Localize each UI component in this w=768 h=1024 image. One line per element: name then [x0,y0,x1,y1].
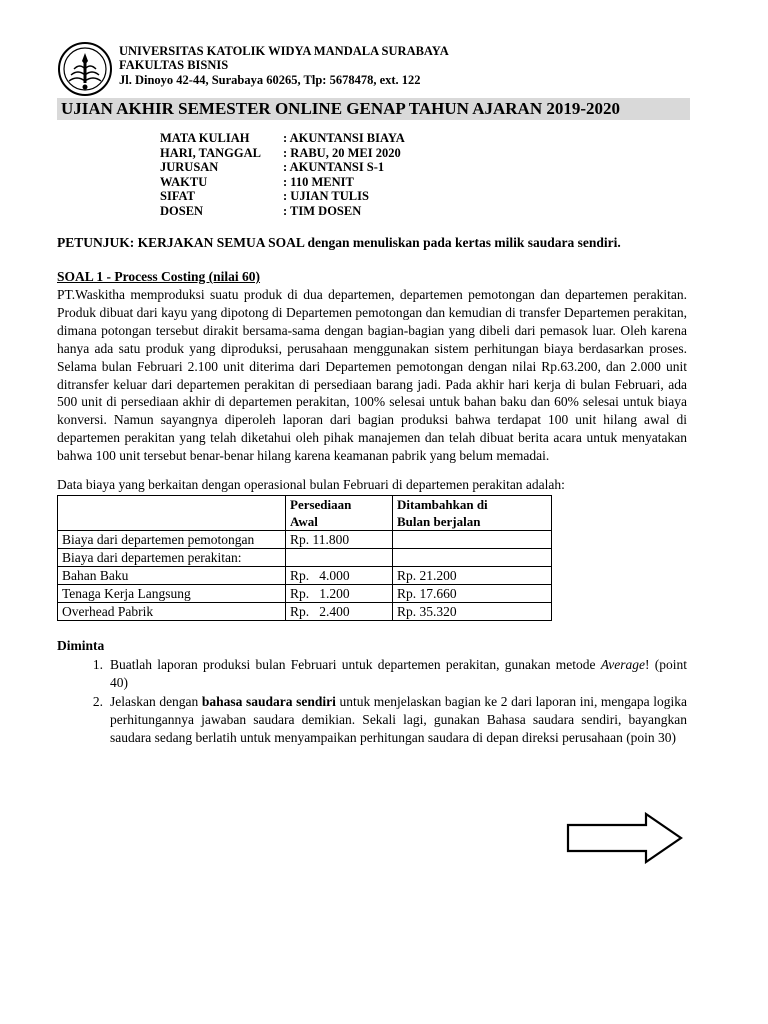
row-ditambahkan [393,531,552,549]
row-awal: Rp. 2.400 [286,603,393,621]
item-number: 2. [92,693,103,709]
header-text: Bulan berjalan [397,514,481,529]
table-row [58,585,552,603]
header-text: Ditambahkan di [397,497,488,512]
info-row [160,189,405,204]
row-awal: Rp. 11.800 [286,531,393,549]
item-text [110,693,687,747]
table-header-ditambahkan [393,496,552,531]
university-name: UNIVERSITAS KATOLIK WIDYA MANDALA SURABAYA [119,44,449,58]
table-intro: Data biaya yang berkaitan dengan operasional bulan Februari di departemen perakitan adalah: [57,477,565,492]
text-segment: Jelaskan dengan [110,693,202,709]
info-label: JURUSAN [160,160,219,175]
item-text [110,656,687,692]
question-1-text: PT.Waskitha memproduksi suatu produk di dua departemen, departemen pemotongan dan departemen perakitan. Produk dibuat dari kayu yang dipotong di Departemen pemotongan dan kemudian di transfer Departemen perakitan, dimana potongan tersebut dirakit bersama-sama dengan bagian-bagian yang dibeli dari pemasok luar. Oleh karena hanya ada satu produk yang diproduksi, perusahaan menggunakan sistem perhitungan biaya berdasarkan proses. Selama bulan Februari 2.100 unit diterima dari Departemen pemotongan dengan nilai Rp.63.200, dan 2.000 unit ditransfer keluar dari departemen perakitan di persediaan barang jadi. Pada akhir hari kerja di bulan Februari, ada 500 unit di persediaan akhir di departemen perakitan, 100% selesai untuk bahan baku dan 60% selesai untuk biaya konversi. Namun sayangnya diperoleh laporan dari bagian produksi bahwa terdapat 100 unit hilang awal di departemen perakitan yang telah diketahui oleh pihak manajemen dan telah dibuat berita acara untuk menyatakan bahwa 100 unit tersebut benar-benar hilang karena keamanan pabrik yang belum memadai. [57,287,687,464]
info-value: : AKUNTANSI BIAYA [283,131,405,145]
info-label: MATA KULIAH [160,131,250,145]
info-row [160,175,405,190]
cost-table [57,495,552,621]
table-header-row [58,496,552,531]
text-bold: bahasa saudara sendiri [201,693,336,709]
university-header [119,44,449,87]
header-text: Persediaan [290,497,352,512]
info-row [160,160,405,175]
row-ditambahkan [393,549,552,567]
table-header-awal [286,496,393,531]
row-awal: Rp. 4.000 [286,567,393,585]
table-row [58,567,552,585]
row-ditambahkan: Rp. 17.660 [393,585,552,603]
table-header-empty [58,496,286,531]
text-segment: untuk menjelaskan bagian ke 2 dari laporan ini, mengapa logika perhitungannya jawaban saudara demikian. Sekali lagi, gunakan Bahasa saudara sendiri, bayangkan saudara sedang berlatih untuk menyampaikan perhitungan saudara di depan direksi perusahaan (poin 30) [110,693,687,745]
task-list [57,656,687,748]
text-segment: ! (point 40) [110,657,687,690]
info-value: : RABU, 20 MEI 2020 [283,145,401,160]
row-awal: Rp. 1.200 [286,585,393,603]
right-arrow-icon[interactable] [566,812,684,864]
instructions: PETUNJUK: KERJAKAN SEMUA SOAL dengan menuliskan pada kertas milik saudara sendiri. [57,235,621,250]
row-label: Overhead Pabrik [58,603,286,621]
table-row [58,549,552,567]
row-label: Biaya dari departemen perakitan: [58,549,286,567]
text-segment: Buatlah laporan produksi bulan Februari untuk departemen perakitan, gunakan metode [110,657,601,672]
info-label: DOSEN [160,203,204,218]
row-label: Biaya dari departemen pemotongan [58,531,286,549]
list-item [57,656,687,692]
info-label: WAKTU [160,174,208,189]
exam-title: UJIAN AKHIR SEMESTER ONLINE GENAP TAHUN AJARAN 2019-2020 [57,98,690,120]
info-label: HARI, TANGGAL [160,145,261,160]
question-1-title: SOAL 1 - Process Costing (nilai 60) [57,269,261,284]
info-value: : TIM DOSEN [283,203,362,218]
row-ditambahkan: Rp. 21.200 [393,567,552,585]
info-row [160,131,405,146]
university-crest-icon [57,41,113,97]
info-value: : 110 MENIT [283,174,354,189]
university-address: Jl. Dinoyo 42-44, Surabaya 60265, Tlp: 5678478, ext. 122 [119,72,421,87]
info-row [160,146,405,161]
diminta-title: Diminta [57,638,105,653]
info-row [160,204,405,219]
info-label: SIFAT [160,189,195,204]
info-value: : AKUNTANSI S-1 [283,160,385,175]
row-awal [286,549,393,567]
list-item [57,693,687,747]
info-value: : UJIAN TULIS [283,189,369,204]
table-row [58,603,552,621]
row-label: Tenaga Kerja Langsung [58,585,286,603]
table-row [58,531,552,549]
text-italic: Average [600,657,645,672]
faculty-name: FAKULTAS BISNIS [119,58,229,73]
item-number: 1. [92,657,103,672]
row-ditambahkan: Rp. 35.320 [393,603,552,621]
row-label: Bahan Baku [58,567,286,585]
exam-info [160,131,405,219]
header-text: Awal [290,514,318,529]
